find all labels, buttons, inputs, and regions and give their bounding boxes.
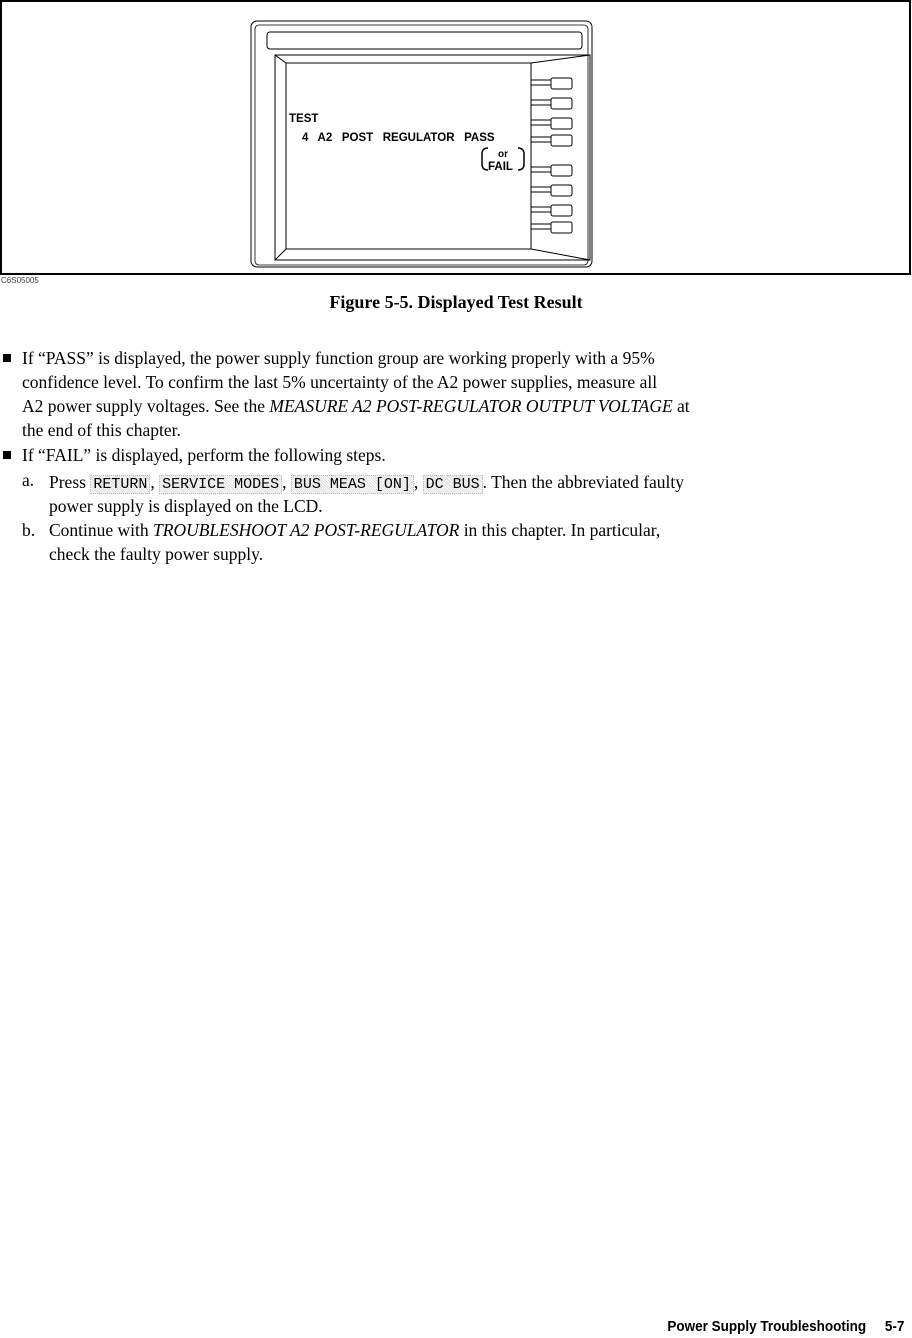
reference-link: TROUBLESHOOT A2 POST-REGULATOR <box>153 520 460 540</box>
para-line: If “FAIL” is displayed, perform the following steps. <box>22 445 386 465</box>
para-line: the end of this chapter. <box>22 420 181 440</box>
instrument-display-illustration <box>2 2 909 273</box>
softkey-dc-bus: DC BUS <box>423 475 483 494</box>
step-b: Continue with TROUBLESHOOT A2 POST-REGULATOR in this chapter. In particular, <box>49 520 661 540</box>
figure-frame <box>0 0 911 275</box>
lcd-or: or <box>498 149 508 160</box>
bullet-icon <box>3 354 11 362</box>
softkey-service-modes: SERVICE MODES <box>159 475 282 494</box>
figure-id: C6S05005 <box>1 276 39 285</box>
para-line: If “PASS” is displayed, the power supply function group are working properly with a 95% <box>22 348 655 368</box>
step-label: a. <box>22 470 35 490</box>
softkeys <box>531 78 572 233</box>
page-footer: Power Supply Troubleshooting 5-7 <box>666 1318 904 1335</box>
softkey-return: RETURN <box>90 475 150 494</box>
figure-caption: Figure 5-5. Displayed Test Result <box>329 292 583 312</box>
para-line: power supply is displayed on the LCD. <box>49 496 323 516</box>
para-line: A2 power supply voltages. See the MEASURE A2 POST-REGULATOR OUTPUT VOLTAGE at <box>22 396 690 416</box>
para-line: check the faulty power supply. <box>49 544 264 564</box>
bullet-icon <box>3 451 11 459</box>
lcd-fail: FAIL <box>488 161 513 173</box>
lcd-test-label: TEST <box>289 113 319 125</box>
step-a: Press RETURN , SERVICE MODES , BUS MEAS [ON] , DC BUS . Then the abbreviated faulty <box>49 472 685 493</box>
lcd-result-line: 4 A2 POST REGULATOR PASS <box>302 132 495 144</box>
softkey-bus-meas: BUS MEAS [ON] <box>291 475 414 494</box>
reference-link: MEASURE A2 POST-REGULATOR OUTPUT VOLTAGE <box>269 396 673 416</box>
para-line: confidence level. To confirm the last 5% uncertainty of the A2 power supplies, measure all <box>22 372 658 392</box>
step-label: b. <box>22 520 36 540</box>
